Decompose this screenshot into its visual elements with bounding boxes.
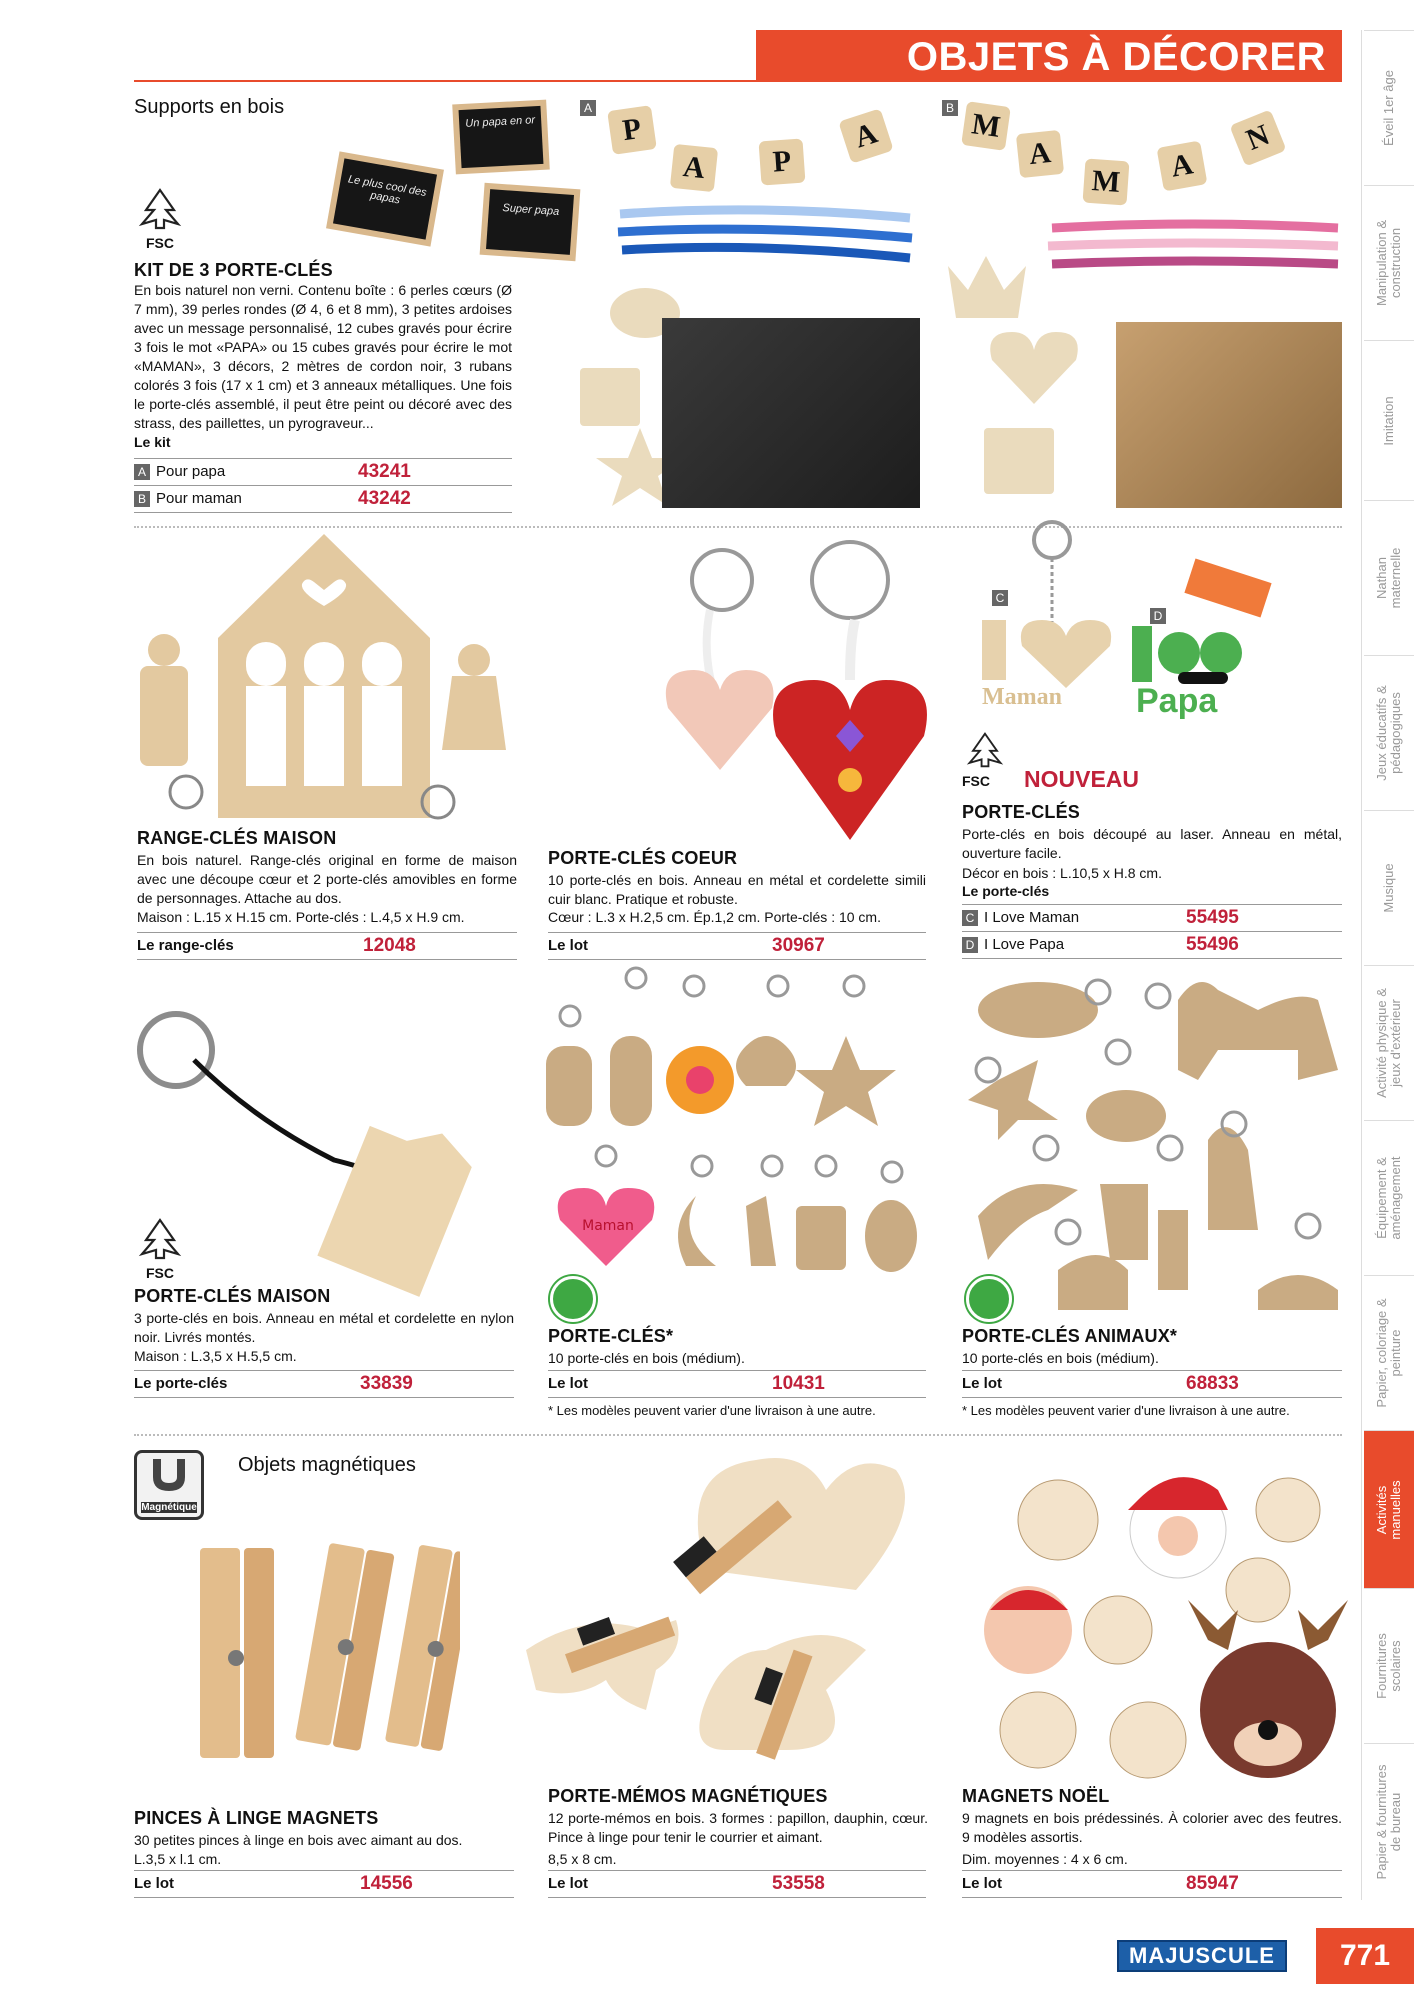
sidebar-label: Activité physique & jeux d'extérieur — [1374, 988, 1403, 1098]
fsc-text: FSC — [962, 773, 990, 789]
eco-badge-icon — [966, 1276, 1012, 1322]
pc-maison-price-table — [134, 1370, 514, 1398]
sidebar-item-equipement[interactable] — [1364, 1120, 1414, 1275]
product-code[interactable]: 43242 — [358, 488, 411, 509]
table-row — [134, 1371, 514, 1398]
sidebar-label: Nathan maternelle — [1374, 547, 1403, 609]
maman-wood-text: Maman — [982, 684, 1062, 710]
pc-medium-note: * Les modèles peuvent varier d'une livraison à une autre. — [548, 1403, 876, 1418]
sidebar-item-nathan[interactable] — [1364, 500, 1414, 655]
kit-description: En bois naturel non verni. Contenu boîte : 6 perles cœurs (Ø 7 mm), 39 perles rondes (Ø 4, 6 et 8 mm), 3 petites ardoises avec un message personnalisé, 12 cubes gravés pour écrire 3 fois le mot «PAPA» ou 15 cubes gravés pour écrire le mot «MAMAN», 3 décors, 2 mètres de cordon noir, 3 rubans colorés 3 fois (17 x 1 cm) et 3 anneaux métalliques. Une fois le porte-clés assemblé, il peut être peint ou décoré avec des strass, des paillettes, un pyrograveur... — [134, 282, 512, 431]
slates-image — [330, 98, 560, 268]
sidebar-item-jeux-educatifs[interactable] — [1364, 655, 1414, 810]
row-label: Le porte-clés — [134, 1375, 228, 1392]
table-row — [137, 933, 517, 960]
pc-medium-image — [546, 966, 926, 1316]
slate-text: Super papa — [486, 189, 574, 255]
laser-price-table — [962, 904, 1342, 959]
table-row — [962, 905, 1342, 932]
row-label: I Love Papa — [984, 936, 1065, 953]
row-letter: B — [134, 491, 150, 507]
row-label: Le range-clés — [137, 937, 234, 954]
page-number: 771 — [1316, 1928, 1414, 1984]
pc-animaux-image — [958, 970, 1348, 1332]
pinces-title: PINCES À LINGE MAGNETS — [134, 1808, 379, 1828]
heart-shape — [1016, 620, 1116, 690]
memos-description: 12 porte-mémos en bois. 3 formes : papillon, dauphin, cœur. Pince à linge pour tenir le courrier et aimant. — [548, 1810, 928, 1845]
coeur-description: 10 porte-clés en bois. Anneau en métal et cordelette simili cuir blanc. Pratique et robuste. — [548, 872, 926, 907]
sidebar-item-activite-physique[interactable] — [1364, 965, 1414, 1120]
magnet-icon — [137, 1453, 201, 1497]
table-row — [548, 933, 926, 960]
sidebar-label: Jeux éducatifs & pédagogiques — [1374, 685, 1403, 781]
sidebar-label: Musique — [1381, 863, 1396, 913]
pc-medium-price-table — [548, 1370, 926, 1398]
pc-maison-image — [134, 1000, 514, 1300]
title-rule — [134, 80, 756, 82]
image-letter-b: B — [942, 100, 958, 116]
laser-title: PORTE-CLÉS — [962, 802, 1081, 822]
sidebar-item-papier-coloriage[interactable] — [1364, 1275, 1414, 1430]
sidebar-label: Papier & fournitures de bureau — [1374, 1764, 1403, 1880]
fsc-logo — [962, 732, 1014, 789]
letter-cube: N — [1229, 109, 1286, 166]
pc-medium-title: PORTE-CLÉS* — [548, 1326, 674, 1346]
sidebar-label: Fournitures scolaires — [1374, 1633, 1403, 1699]
papa-wood-text: Papa — [1136, 682, 1218, 720]
row-label: Pour papa — [156, 463, 226, 480]
product-code[interactable]: 85947 — [1186, 1873, 1239, 1894]
coeur-keychain-image — [650, 540, 940, 860]
product-code[interactable]: 55495 — [1186, 907, 1239, 928]
keyring-icon — [1022, 516, 1082, 626]
image-letter-a: A — [580, 100, 596, 116]
laser-unit-label: Le porte-clés — [962, 883, 1050, 899]
range-cles-price-table — [137, 932, 517, 960]
product-code[interactable]: 30967 — [772, 935, 825, 956]
wood-mug-shape — [984, 428, 1054, 494]
wood-crown-shape — [942, 246, 1032, 326]
pc-maison-title: PORTE-CLÉS MAISON — [134, 1286, 331, 1306]
letter-cube: M — [961, 101, 1011, 151]
image-letter-d: D — [1150, 608, 1166, 624]
product-code[interactable]: 12048 — [363, 935, 416, 956]
sidebar-label: Activités manuelles — [1374, 1479, 1403, 1540]
row-letter: A — [134, 464, 150, 480]
row-label: I Love Maman — [984, 909, 1080, 926]
pc-maison-description: 3 porte-clés en bois. Anneau en métal et cordelette en nylon noir. Livrés montés. — [134, 1310, 514, 1345]
papa-cubes — [610, 108, 910, 198]
row-label: Le lot — [962, 1375, 1002, 1392]
wood-heart-shape — [984, 328, 1084, 408]
product-code[interactable]: 53558 — [772, 1873, 825, 1894]
product-code[interactable]: 55496 — [1186, 934, 1239, 955]
orange-tag — [1184, 559, 1271, 618]
row-letter: D — [962, 937, 978, 953]
letter-cube: A — [838, 108, 893, 163]
sidebar-item-activites-manuelles[interactable] — [1364, 1430, 1414, 1588]
range-cles-dims: Maison : L.15 x H.15 cm. Porte-clés : L.4,5 x H.9 cm. — [137, 909, 465, 925]
noel-title: MAGNETS NOËL — [962, 1786, 1110, 1806]
pinces-dims: L.3,5 x l.1 cm. — [134, 1851, 222, 1867]
magnetique-label: Magnétique — [141, 1502, 197, 1513]
sidebar-label: Papier, coloriage & peinture — [1374, 1298, 1403, 1408]
coeur-dims: Cœur : L.3 x H.2,5 cm. Ép.1,2 cm. Porte-clés : 10 cm. — [548, 909, 881, 925]
range-cles-description: En bois naturel. Range-clés original en forme de maison avec une découpe cœur et 2 porte-clés amovibles en forme de personnages. Attache au dos. — [137, 852, 517, 906]
product-code[interactable]: 43241 — [358, 461, 411, 482]
pinces-description: 30 petites pinces à linge en bois avec aimant au dos. — [134, 1832, 463, 1848]
letter-cube: A — [670, 144, 718, 192]
letter-cube: P — [759, 139, 806, 186]
fsc-logo — [134, 1218, 186, 1281]
coeur-title: PORTE-CLÉS COEUR — [548, 848, 738, 868]
laser-dims: Décor en bois : L.10,5 x H.8 cm. — [962, 865, 1162, 881]
sidebar-item-eveil[interactable] — [1364, 30, 1414, 185]
pc-maison-dims: Maison : L.3,5 x H.5,5 cm. — [134, 1348, 297, 1364]
coeur-price-table — [548, 932, 926, 960]
noel-dims: Dim. moyennes : 4 x 6 cm. — [962, 1851, 1128, 1867]
row-label: Le lot — [548, 1875, 588, 1892]
sidebar-label: Équipement & aménagement — [1374, 1156, 1403, 1240]
kit-unit-label: Le kit — [134, 434, 171, 450]
letter-cube: P — [607, 105, 657, 155]
product-code[interactable]: 33839 — [360, 1373, 413, 1394]
memos-title: PORTE-MÉMOS MAGNÉTIQUES — [548, 1786, 828, 1806]
divider — [134, 1434, 1342, 1436]
row-letter: C — [962, 910, 978, 926]
blue-ribbons — [610, 204, 920, 264]
maman-kit-image — [942, 98, 1342, 510]
fsc-tree-icon — [962, 732, 1008, 768]
pc-animaux-title: PORTE-CLÉS ANIMAUX* — [962, 1326, 1178, 1346]
kit-price-table — [134, 458, 512, 513]
row-label: Le lot — [548, 937, 588, 954]
table-row — [962, 932, 1342, 959]
pinces-price-table — [134, 1870, 514, 1898]
fsc-logo — [134, 188, 186, 251]
sidebar-label: Éveil 1er âge — [1381, 70, 1396, 146]
heart-text: Maman — [582, 1218, 634, 1234]
table-row — [134, 459, 512, 486]
pc-animaux-price-table — [962, 1370, 1342, 1398]
laser-description: Porte-clés en bois découpé au laser. Anneau en métal, ouverture facile. — [962, 826, 1342, 861]
row-label: Le lot — [548, 1375, 588, 1392]
eco-badge-icon — [550, 1276, 596, 1322]
sidebar-label: Imitation — [1381, 395, 1396, 446]
range-cles-title: RANGE-CLÉS MAISON — [137, 828, 337, 848]
table-row — [134, 1871, 514, 1898]
kit-title: KIT DE 3 PORTE-CLÉS — [134, 260, 333, 280]
i-love-papa-shape — [1132, 626, 1262, 746]
fsc-tree-icon — [134, 188, 186, 230]
section-label-magnetiques: Objets magnétiques — [238, 1454, 416, 1476]
page-title: OBJETS À DÉCORER — [756, 30, 1342, 82]
product-code[interactable]: 68833 — [1186, 1373, 1239, 1394]
sidebar-item-manipulation[interactable] — [1364, 185, 1414, 340]
fsc-tree-icon — [134, 1218, 186, 1260]
pink-ribbons — [1042, 216, 1342, 276]
slate-text: Le plus cool des papas — [333, 158, 437, 239]
magnetique-badge — [134, 1450, 204, 1520]
table-row — [548, 1371, 926, 1398]
noel-magnets-image — [958, 1460, 1348, 1780]
papa-kit-image — [580, 98, 922, 510]
sidebar-item-papier-bureau[interactable] — [1364, 1743, 1414, 1900]
keychains-photo-a — [662, 318, 920, 508]
row-label: Le lot — [962, 1875, 1002, 1892]
pc-animaux-note: * Les modèles peuvent varier d'une livraison à une autre. — [962, 1403, 1290, 1418]
pinces-image — [190, 1538, 460, 1778]
pc-medium-description: 10 porte-clés en bois (médium). — [548, 1350, 745, 1366]
sidebar-label: Manipulation & construction — [1374, 220, 1403, 306]
noel-description: 9 magnets en bois prédessinés. À colorier avec des feutres. 9 modèles assortis. — [962, 1810, 1342, 1845]
memos-dims: 8,5 x 8 cm. — [548, 1851, 617, 1867]
row-label: Le lot — [134, 1875, 174, 1892]
laser-keychains-image — [962, 516, 1262, 756]
fsc-text: FSC — [146, 235, 174, 251]
pc-animaux-description: 10 porte-clés en bois (médium). — [962, 1350, 1159, 1366]
nouveau-badge: NOUVEAU — [1024, 766, 1140, 792]
table-row — [548, 1871, 926, 1898]
sidebar-item-fournitures-scolaires[interactable] — [1364, 1588, 1414, 1743]
letter-cube: A — [1016, 130, 1064, 178]
maman-cubes — [964, 104, 1294, 214]
brand-logo: MAJUSCULE — [1117, 1940, 1287, 1972]
i-love-maman-shape — [982, 620, 1122, 720]
noel-price-table — [962, 1870, 1342, 1898]
fsc-text: FSC — [146, 1265, 174, 1281]
letter-cube: M — [1083, 159, 1130, 206]
row-label: Pour maman — [156, 490, 242, 507]
sidebar-item-imitation[interactable] — [1364, 340, 1414, 500]
slate-text: Un papa en or — [459, 106, 544, 168]
table-row — [962, 1871, 1342, 1898]
memos-image — [526, 1450, 936, 1780]
product-code[interactable]: 14556 — [360, 1873, 413, 1894]
table-row — [134, 486, 512, 513]
memos-price-table — [548, 1870, 926, 1898]
image-letter-c: C — [992, 590, 1008, 606]
sidebar-item-musique[interactable] — [1364, 810, 1414, 965]
keychains-photo-b — [1116, 322, 1342, 508]
product-code[interactable]: 10431 — [772, 1373, 825, 1394]
letter-cube: A — [1157, 141, 1208, 192]
section-label-supports: Supports en bois — [134, 96, 285, 118]
range-cles-image — [134, 530, 514, 820]
table-row — [962, 1371, 1342, 1398]
